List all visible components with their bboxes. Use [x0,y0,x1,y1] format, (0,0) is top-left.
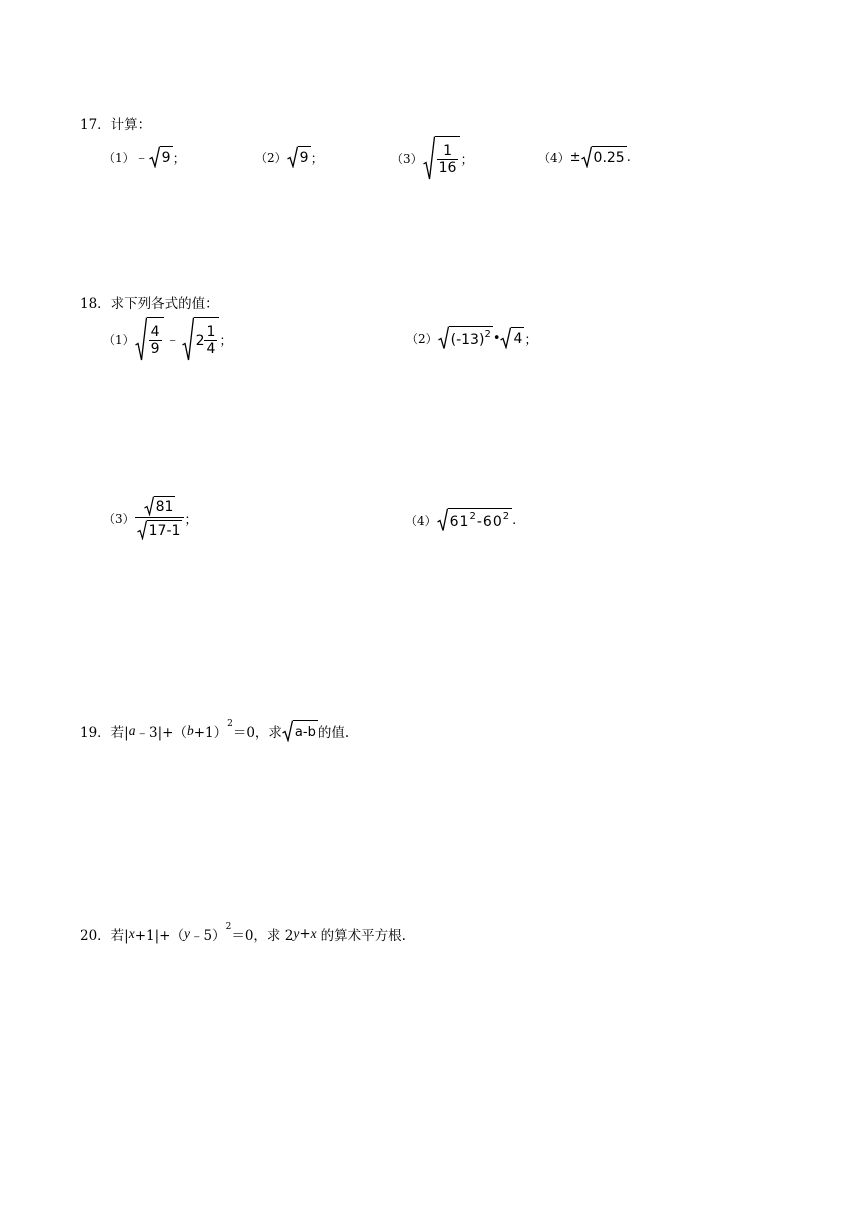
q20-suffix: 的算术平方根. [320,928,406,944]
q18-part2 [406,326,537,350]
q19-exponent: 2 [227,719,233,729]
q18-p3-den-radicand: 17-1 [147,520,183,540]
q18-p4-punct: . [512,512,517,528]
q17-p2-label: （2） [255,150,287,165]
var-x: x [128,926,135,941]
q19-radicand: a-b [293,720,318,742]
q17-p4-label: （4） [538,150,570,165]
q19-text [80,720,349,742]
fraction-numerator: 1 [443,142,453,159]
q18-p1-minus: ﹣ [165,332,180,348]
sqrt-sign [144,496,176,516]
sqrt-sign [182,317,220,361]
sqrt-sign [149,146,173,168]
q17-p2-punct: ； [310,151,324,167]
q17-p4-punct: . [626,149,631,165]
q18-p3-label: （3） [103,511,135,526]
q18-part1 [103,317,232,361]
var-y: y [184,926,190,941]
sqrt-sign [581,146,627,168]
sqrt-sign [500,327,524,349]
fraction-denominator: 9 [150,340,160,357]
q18-p2-label: （2） [406,331,438,346]
q18-p4-label: （4） [405,513,437,528]
q18-p4-b-exp: 2 [502,510,511,522]
q20-mid3: ＝0，求 2 [231,928,294,944]
q19-suffix: 的值. [317,725,350,741]
q18-p2-base: (-13) [450,332,485,348]
q20-text [80,924,406,944]
q18-p1-label: （1） [103,332,135,347]
var-a: a [128,723,136,738]
var-x: x [310,926,317,941]
q18-p1-fraction-b [204,325,217,356]
q18-p4-a: 61 [449,514,470,530]
q18-p4-b: 60 [482,514,503,530]
q17-p1-punct: ； [172,151,186,167]
q18-title: 18．求下列各式的值： [80,296,219,312]
q19-mid1: ﹣3|+（ [135,725,187,741]
q18-part4 [405,508,516,532]
q20-mid2: ﹣5） [190,928,226,944]
q17-part2 [255,146,324,168]
q18-p4-minus: - [476,514,483,530]
q18-p2-radicand2: 4 [511,327,524,349]
q18-part3 [103,496,197,540]
mixed-whole: 2 [195,332,205,349]
q17-part1 [103,146,186,168]
var-y: y [293,926,300,941]
q19-prefix: 19．若| [80,725,129,741]
q19-mid3: ＝0，求 [232,725,282,741]
fraction-denominator: 16 [438,159,457,176]
q17-p2-radicand: 9 [298,146,311,168]
var-b: b [186,723,194,738]
sqrt-sign [438,326,493,350]
q18-p2-dot: • [492,330,501,346]
q20-exponent: 2 [225,922,232,932]
q18-p2-punct: ； [524,332,538,348]
q17-title: 17．计算： [80,117,152,133]
q17-p1-label: （1） [103,150,135,165]
fraction-numerator: 1 [206,323,216,340]
q18-p1-fraction-a [149,325,162,356]
fraction-numerator: 4 [150,323,160,340]
q17-p1-radicand: 9 [160,146,173,168]
q18-p3-num-radicand: 81 [154,496,176,516]
sqrt-sign [282,720,318,742]
q18-p1-punct: ； [219,333,233,349]
fraction-denominator: 4 [206,340,216,357]
q20-mid1: +1|+（ [134,928,184,944]
q17-p3-label: （3） [391,151,423,166]
sqrt-sign [423,136,461,180]
q20-plus: + [299,926,311,942]
q18-p4-a-exp: 2 [469,510,477,522]
sqrt-sign [137,520,183,540]
q17-p1-minus: ﹣ [134,150,149,166]
q17-part3 [391,136,473,180]
q17-p3-punct: ； [460,152,474,168]
q17-p3-fraction [437,144,459,175]
q18-p3-fraction [135,496,185,540]
q18-p3-punct: ； [184,512,198,528]
q19-mid2: +1） [193,725,228,741]
q17-p4-plusminus: ± [569,149,581,165]
sqrt-sign [287,146,311,168]
q20-prefix: 20．若| [80,928,129,944]
q18-p2-exponent: 2 [484,328,491,340]
q17-p4-radicand: 0.25 [592,146,627,168]
sqrt-sign [135,317,164,361]
sqrt-sign [437,508,512,532]
q17-part4 [538,146,631,168]
